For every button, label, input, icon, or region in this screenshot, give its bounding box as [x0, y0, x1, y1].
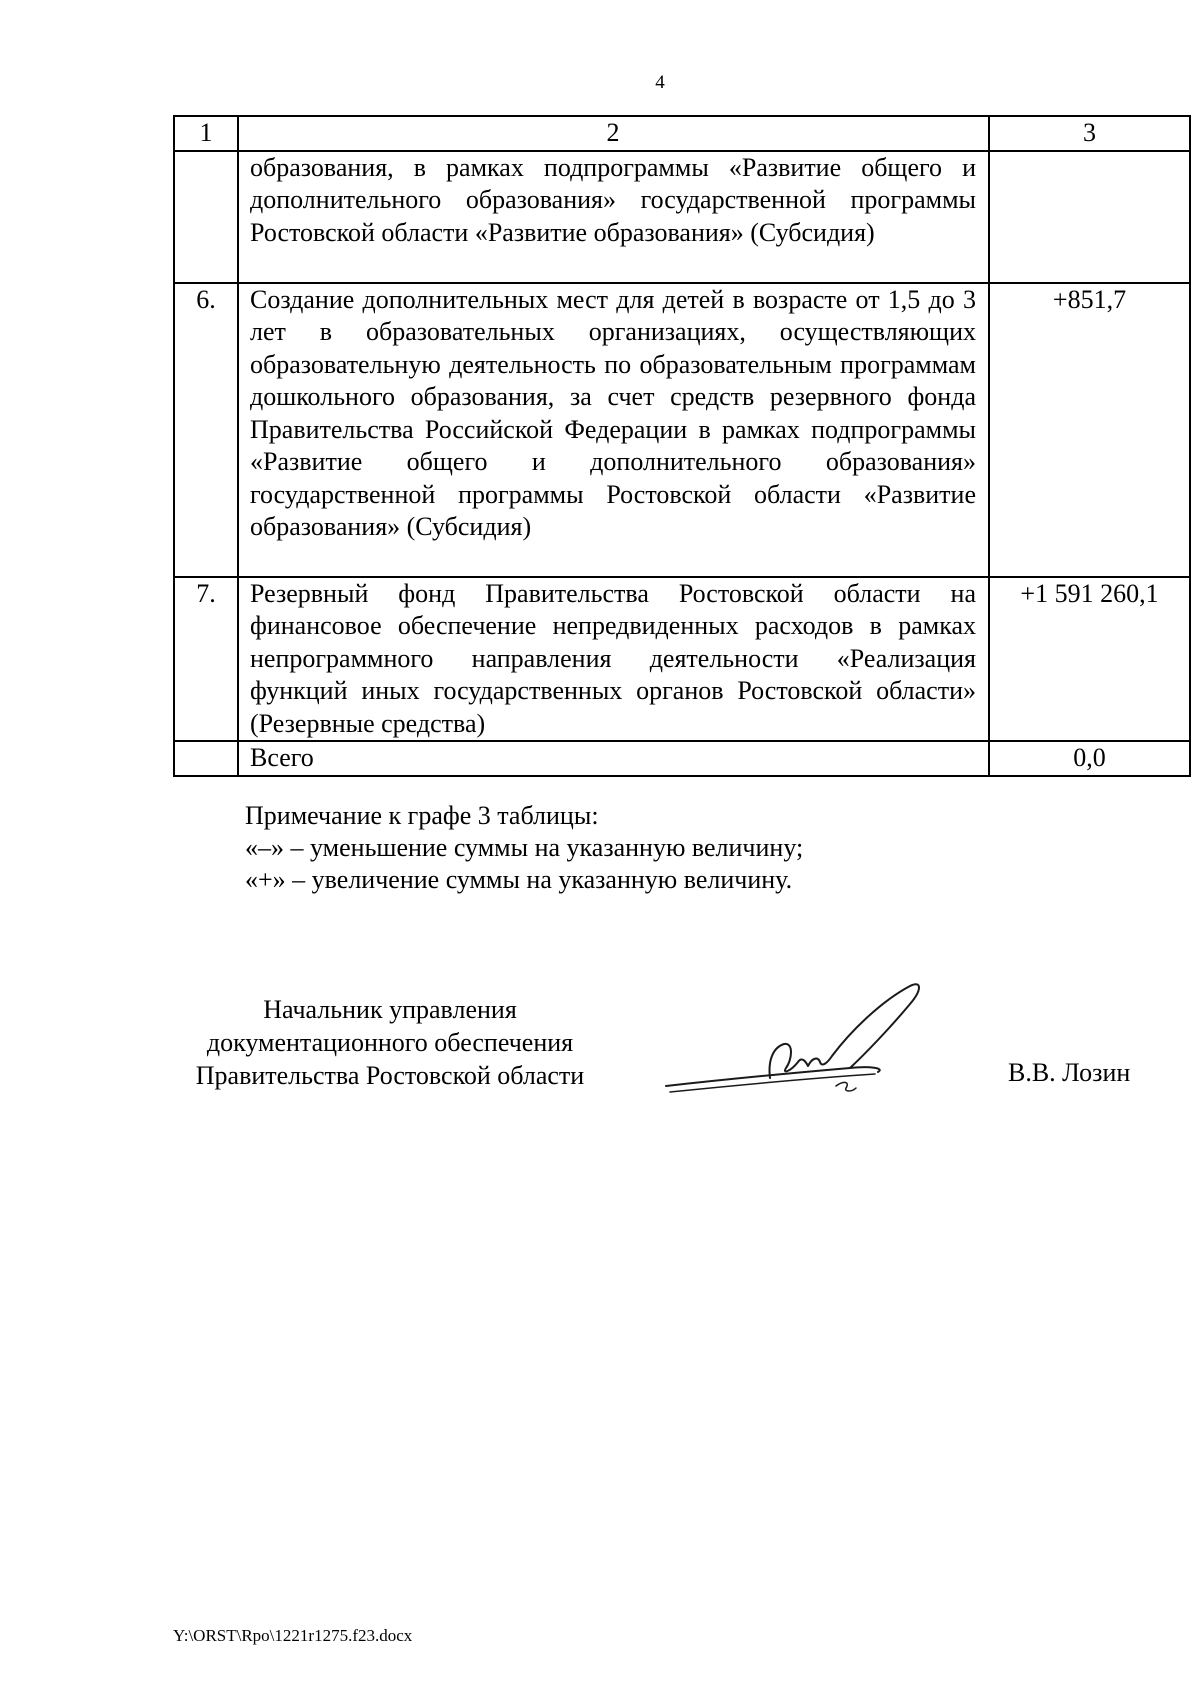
row-number: [174, 151, 238, 283]
row-description: Создание дополнительных мест для детей в возрасте от 1,5 до 3 лет в образовательных организациях, осуществляющих образовательную деятельность по образовательным программам дошкольного образования, за счет средств резервного фонда Правительства Российской Федерации в рамках подпрограммы «Развитие общего и дополнительного образования» государственной программы Ростовской области «Развитие образования» (Субсидия): [238, 283, 989, 577]
total-label: Всего: [238, 741, 989, 776]
row-description: образования, в рамках подпрограммы «Развитие общего и дополнительного образования» государственной программы Ростовской области «Развитие образования» (Субсидия): [238, 151, 989, 283]
row-amount: +1 591 260,1: [989, 577, 1190, 742]
handwritten-signature-icon: [660, 982, 950, 1102]
row-amount: +851,7: [989, 283, 1190, 577]
row-number: 7.: [174, 577, 238, 742]
table-row: [174, 151, 1190, 283]
total-amount: 0,0: [989, 741, 1190, 776]
header-col-3: 3: [989, 116, 1190, 151]
total-number-cell: [174, 741, 238, 776]
footer-file-path: Y:\ORST\Rpo\1221r1275.f23.docx: [173, 1626, 413, 1645]
row-amount: [989, 151, 1190, 283]
note-minus-line: «–» – уменьшение суммы на указанную величину;: [245, 833, 804, 862]
note-plus-line: «+» – увеличение суммы на указанную величину.: [245, 865, 793, 894]
page-number: 4: [655, 72, 665, 93]
table-row: [174, 577, 1190, 742]
table-total-row: [174, 741, 1190, 776]
position-line: документационного обеспечения: [206, 1028, 574, 1057]
position-line: Правительства Ростовской области: [195, 1061, 585, 1090]
position-line: Начальник управления: [263, 995, 517, 1024]
header-col-2: 2: [238, 116, 989, 151]
row-description: Резервный фонд Правительства Ростовской области на финансовое обеспечение непредвиденных расходов в рамках непрограммного направления деятельности «Реализация функций иных государственных органов Ростовской области» (Резервные средства): [238, 577, 989, 742]
signer-position: [175, 993, 605, 1092]
header-col-1: 1: [174, 116, 238, 151]
signer-name: В.В. Лозин: [1008, 1058, 1131, 1087]
budget-changes-table: [173, 115, 1191, 777]
table-row: [174, 283, 1190, 577]
table-header-row: [174, 116, 1190, 151]
note-title: Примечание к графе 3 таблицы:: [245, 801, 599, 830]
row-number: 6.: [174, 283, 238, 577]
table-note: [245, 800, 803, 896]
